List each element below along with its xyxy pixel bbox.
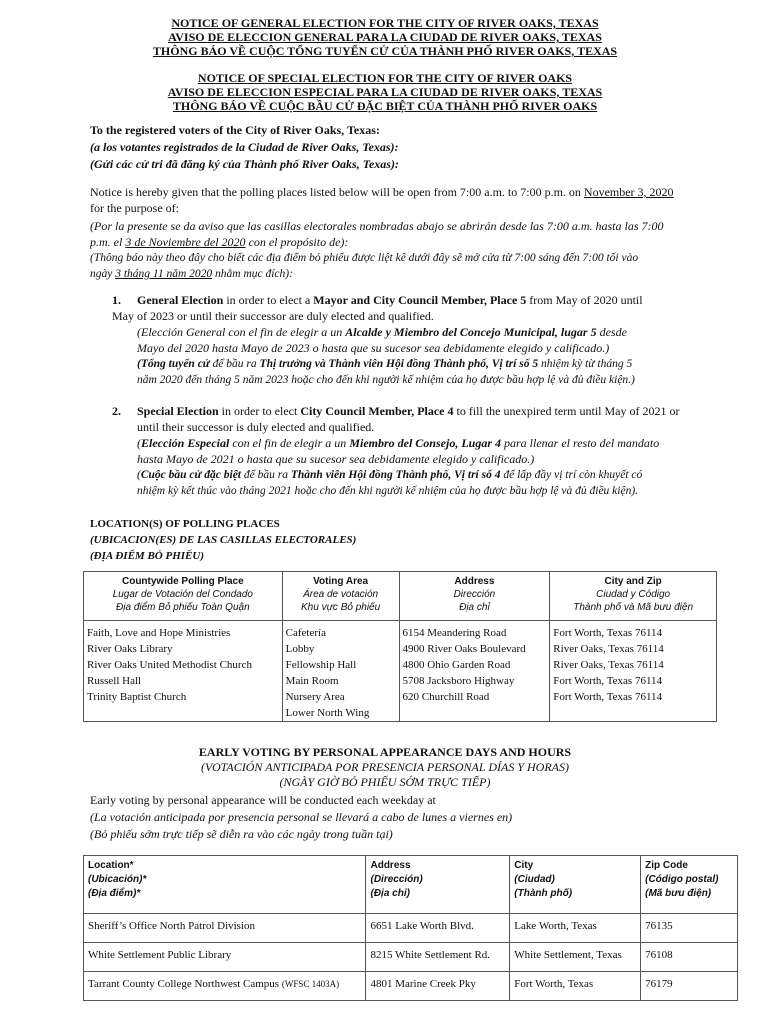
header-en: City and Zip: [604, 576, 662, 587]
header-en: Countywide Polling Place: [121, 576, 244, 587]
item-vi-text: để bầu ra: [209, 358, 260, 370]
item-es-text: con el fin de elegir a un: [229, 436, 350, 450]
header-es: (Código postal): [645, 874, 719, 885]
header-en: Zip Code: [645, 860, 688, 871]
cell-polling-place: [84, 705, 283, 722]
column-header-polling-place: [84, 572, 283, 621]
cell-voting-area: Cafetería: [282, 621, 399, 642]
item-office: Mayor and City Council Member, Place 5: [313, 293, 527, 307]
header-vi: (Thành phố): [514, 888, 573, 899]
table-row: [84, 641, 717, 657]
header-vi: (Địa điểm)*: [88, 888, 141, 899]
item-es-office: Miembro del Consejo, Lugar 4: [349, 436, 501, 450]
cell-address: 4800 Ohio Garden Road: [399, 657, 550, 673]
cell-polling-place: Faith, Love and Hope Ministries: [84, 621, 283, 642]
early-voting-title-es: (VOTACIÓN ANTICIPADA POR PRESENCIA PERSONAL DÍAS Y HORAS): [201, 760, 569, 774]
cell-location: [84, 943, 366, 972]
header-vi: (Mã bưu điện): [645, 888, 712, 899]
table-row: [84, 657, 717, 673]
item-text: from May of 2020 until: [526, 293, 643, 307]
header-line-vi: THÔNG BÁO VỀ CUỘC TỔNG TUYỂN CỬ CỦA THÀNH PHỐ RIVER OAKS, TEXAS: [152, 44, 618, 58]
early-voting-line-vi: (Bỏ phiếu sớm trực tiếp sẽ diễn ra vào các ngày trong tuần tại): [90, 827, 393, 841]
item-vi-text: để lấp đầy vị trí còn khuyết có: [500, 469, 643, 481]
cell-voting-area: Lower North Wing: [282, 705, 399, 722]
item-text: in order to elect: [218, 404, 301, 418]
item-vi-text: nhiệm kỳ từ tháng 5: [538, 358, 633, 370]
general-election-header: [60, 16, 710, 58]
cell-address: 620 Churchill Road: [399, 689, 550, 705]
cell-voting-area: Nursery Area: [282, 689, 399, 705]
table-row: [84, 705, 717, 722]
table-header-row: [84, 572, 717, 621]
header-vi: (Địa chỉ): [370, 888, 410, 899]
column-header-city-zip: [550, 572, 717, 621]
item-vi-office: Thành viên Hội đồng Thành phố, Vị trí số 4: [290, 469, 501, 481]
notice-es: [90, 218, 730, 250]
item-es-office: Alcalde y Miembro del Concejo Municipal, lugar 5: [345, 325, 597, 339]
cell-zip: 76135: [641, 914, 738, 943]
cell-zip: 76108: [641, 943, 738, 972]
locations-heading-en: LOCATION(S) OF POLLING PLACES: [90, 518, 280, 530]
table-row: [84, 621, 717, 642]
cell-city-zip: Fort Worth, Texas 76114: [550, 673, 717, 689]
header-es: Área de votación: [303, 589, 379, 600]
cell-city: White Settlement, Texas: [510, 943, 641, 972]
notice-es-line1: (Por la presente se da aviso que las casillas electorales nombradas abajo se abrirán desde las 7:00 a.m. hasta las 7:00: [90, 219, 664, 233]
header-vi: Địa chỉ: [459, 602, 490, 613]
header-line-es: AVISO DE ELECCION GENERAL PARA LA CIUDAD DE RIVER OAKS, TEXAS: [168, 30, 602, 44]
cell-polling-place: River Oaks Library: [84, 641, 283, 657]
early-voting-table: [83, 855, 738, 1001]
cell-address: 6154 Meandering Road: [399, 621, 550, 642]
cell-address: [399, 705, 550, 722]
notice-vi: [90, 250, 730, 282]
header-es: Ciudad y Código: [596, 589, 671, 600]
item-text-line2: May of 2023 or until their successor are duly elected and qualified.: [112, 309, 434, 323]
cell-voting-area: Lobby: [282, 641, 399, 657]
header-es: (Dirección): [370, 874, 423, 885]
column-header-address: [366, 856, 510, 914]
special-election-header: [60, 71, 710, 113]
table-row: [84, 689, 717, 705]
cell-voting-area: Main Room: [282, 673, 399, 689]
notice-vi-line2-post: nhằm mục đích):: [212, 268, 293, 280]
locations-heading-vi: (ĐỊA ĐIỂM BỎ PHIẾU): [90, 550, 204, 562]
notice-es-line2-pre: p.m. el: [90, 235, 126, 249]
cell-city: Lake Worth, Texas: [510, 914, 641, 943]
item-es-text: (Elección General con el fin de elegir a un: [137, 325, 346, 339]
item-vi-text: (: [137, 469, 141, 481]
notice-vi-line2-pre: ngày: [90, 268, 116, 280]
notice-en-purpose: for the purpose of:: [90, 201, 179, 215]
table-row: [84, 914, 738, 943]
header-vi: Khu vực Bỏ phiếu: [301, 602, 381, 613]
cell-city-zip: Fort Worth, Texas 76114: [550, 689, 717, 705]
header-es: Lugar de Votación del Condado: [112, 589, 253, 600]
cell-city-zip: [550, 705, 717, 722]
election-date: November 3, 2020: [583, 185, 674, 199]
header-es: Dirección: [453, 589, 496, 600]
header-en: Address: [454, 576, 495, 587]
header-en: Location*: [88, 860, 134, 871]
item-title: General Election: [137, 293, 224, 307]
notice-en-text: Notice is hereby given that the polling places listed below will be open from 7:00 a.m. to 7:00 p.m. on: [90, 185, 584, 199]
location-name: Sheriff’s Office North Patrol Division: [88, 920, 256, 932]
early-voting-title-vi: (NGÀY GIỜ BỎ PHIẾU SỚM TRỰC TIẾP): [279, 775, 491, 789]
header-es: (Ubicación)*: [88, 874, 147, 885]
cell-location: [84, 972, 366, 1001]
column-header-location: [84, 856, 366, 914]
item-text: in order to elect a: [223, 293, 314, 307]
item-text: to fill the unexpired term until May of 2021 or: [453, 404, 680, 418]
election-date-vi: 3 tháng 11 năm 2020: [115, 268, 213, 280]
table-row: [84, 943, 738, 972]
cell-polling-place: Trinity Baptist Church: [84, 689, 283, 705]
column-header-zip: [641, 856, 738, 914]
polling-places-table: [83, 571, 717, 722]
cell-location: [84, 914, 366, 943]
early-voting-line-es: (La votación anticipada por presencia personal se llevará a cabo de lunes a viernes en): [90, 810, 513, 824]
cell-address: 6651 Lake Worth Blvd.: [366, 914, 510, 943]
cell-voting-area: Fellowship Hall: [282, 657, 399, 673]
item-vi-title: (Tổng tuyển cử: [137, 358, 210, 370]
column-header-address: [399, 572, 550, 621]
column-header-voting-area: [282, 572, 399, 621]
item-es-line2: Mayo del 2020 hasta Mayo de 2023 o hasta que su sucesor sea debidamente elegido y calificado.): [137, 341, 610, 355]
item-number: 1.: [112, 293, 121, 307]
header-vi: Thành phố và Mã bưu điện: [573, 602, 694, 613]
notice-vi-line1: (Thông báo này theo đây cho biết các địa điểm bỏ phiếu được liệt kê dưới đây sẽ mở cửa từ 7:00 sáng đến 7:00 tối vào: [90, 252, 639, 264]
item-es-text: (: [137, 436, 141, 450]
header-line-en: NOTICE OF SPECIAL ELECTION FOR THE CITY OF RIVER OAKS: [197, 71, 573, 85]
header-es: (Ciudad): [514, 874, 555, 885]
cell-city-zip: River Oaks, Texas 76114: [550, 641, 717, 657]
header-line-en: NOTICE OF GENERAL ELECTION FOR THE CITY OF RIVER OAKS, TEXAS: [171, 16, 599, 30]
salutation-en: To the registered voters of the City of River Oaks, Texas:: [90, 123, 380, 137]
header-line-es: AVISO DE ELECCION ESPECIAL PARA LA CIUDAD DE RIVER OAKS, TEXAS: [167, 85, 603, 99]
item-vi-line2: nhiệm kỳ kết thúc vào tháng 2021 hoặc cho đến khi người kế nhiệm của họ được bầu hợp lệ và đủ điều kiện).: [137, 485, 639, 497]
item-es-text: para llenar el resto del mandato: [501, 436, 660, 450]
cell-address: 4900 River Oaks Boulevard: [399, 641, 550, 657]
notice-es-line2-post: con el propósito de):: [245, 235, 349, 249]
salutation-vi: (Gửi các cử tri đã đăng ký của Thành phố River Oaks, Texas):: [90, 157, 399, 171]
cell-address: 4801 Marine Creek Pky: [366, 972, 510, 1001]
table-row: [84, 972, 738, 1001]
early-voting-title: EARLY VOTING BY PERSONAL APPEARANCE DAYS AND HOURS: [198, 745, 572, 759]
item-vi-title: Cuộc bầu cử đặc biệt: [140, 469, 242, 481]
table-header-row: [84, 856, 738, 914]
item-text-line2: until their successor is duly elected and qualified.: [137, 420, 375, 434]
cell-city-zip: River Oaks, Texas 76114: [550, 657, 717, 673]
early-voting-line-en: Early voting by personal appearance will be conducted each weekday at: [90, 793, 436, 807]
item-vi-text: để bầu ra: [241, 469, 291, 481]
item-number: 2.: [112, 404, 121, 418]
item-vi-line2: năm 2020 đến tháng 5 năm 2023 hoặc cho đến khi người kế nhiệm của họ được bầu hợp lệ và đủ điều kiện.): [137, 374, 635, 386]
locations-heading-es: (UBICACION(ES) DE LAS CASILLAS ELECTORALES): [90, 534, 357, 546]
header-vi: Địa điểm Bỏ phiếu Toàn Quận: [116, 602, 250, 613]
item-office: City Council Member, Place 4: [300, 404, 454, 418]
election-date-es: 3 de Noviembre del 2020: [125, 235, 246, 249]
cell-address: 8215 White Settlement Rd.: [366, 943, 510, 972]
item-es-text: desde: [596, 325, 627, 339]
cell-city-zip: Fort Worth, Texas 76114: [550, 621, 717, 642]
salutation-es: (a los votantes registrados de la Ciudad de River Oaks, Texas):: [90, 140, 399, 154]
item-vi-office: Thị trưởng và Thành viên Hội đồng Thành phố, Vị trí số 5: [259, 358, 539, 370]
cell-polling-place: Russell Hall: [84, 673, 283, 689]
item-es-line2: hasta Mayo de 2021 o hasta que su sucesor sea debidamente elegido y calificado.): [137, 452, 535, 466]
notice-en: [90, 184, 720, 216]
list-item-special-election: [112, 403, 722, 508]
cell-address: 5708 Jacksboro Highway: [399, 673, 550, 689]
header-en: Address: [370, 860, 411, 871]
location-note: (WFSC 1403A): [281, 979, 340, 989]
cell-zip: 76179: [641, 972, 738, 1001]
item-es-title: Elección Especial: [141, 436, 230, 450]
table-row: [84, 673, 717, 689]
location-name: White Settlement Public Library: [88, 949, 232, 961]
cell-city: Fort Worth, Texas: [510, 972, 641, 1001]
header-en: Voting Area: [313, 576, 369, 587]
header-en: City: [514, 860, 534, 871]
header-line-vi: THÔNG BÁO VỀ CUỘC BẦU CỬ ĐẶC BIỆT CỦA THÀNH PHỐ RIVER OAKS: [172, 99, 598, 113]
location-name: Tarrant County College Northwest Campus: [88, 978, 282, 990]
item-title: Special Election: [137, 404, 219, 418]
cell-polling-place: River Oaks United Methodist Church: [84, 657, 283, 673]
column-header-city: [510, 856, 641, 914]
list-item-general-election: [112, 292, 722, 392]
